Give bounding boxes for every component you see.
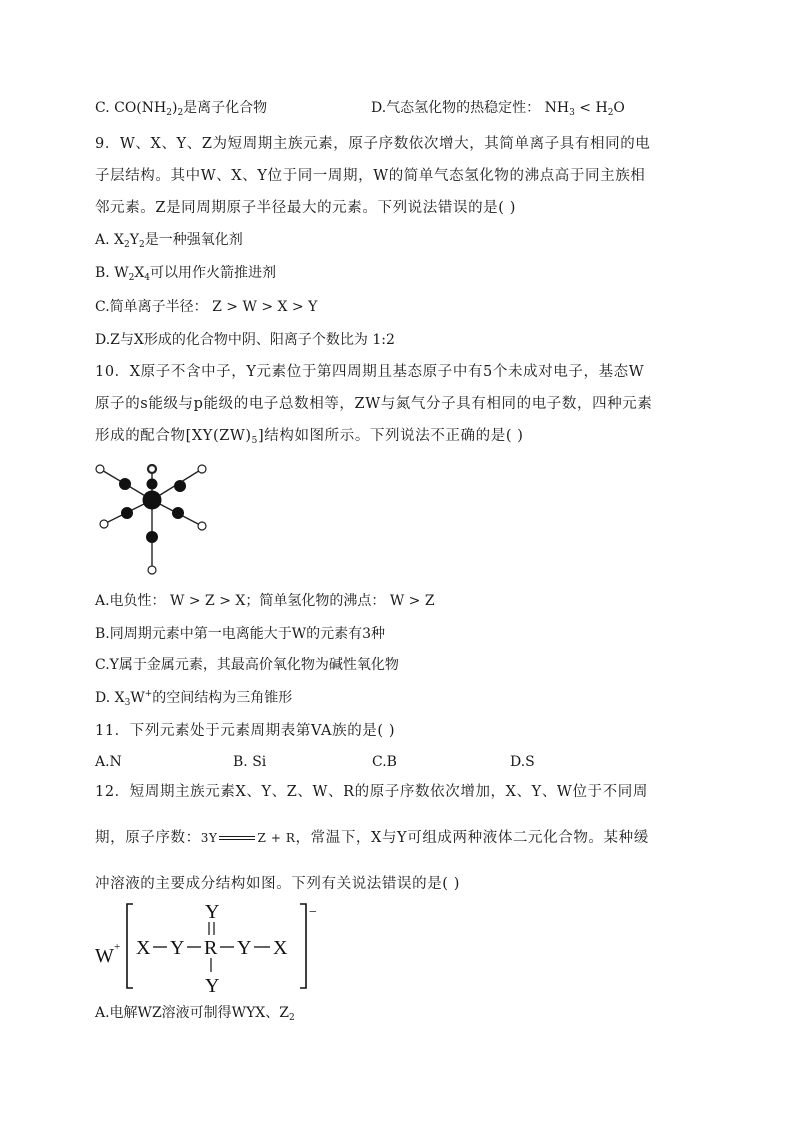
q9-option-b: B. $W_2X_4$可以用作火箭推进剂 <box>95 265 277 283</box>
struct-R: R <box>204 937 218 959</box>
atom <box>146 531 158 543</box>
q11-stem: 11．下列元素处于元素周期表第VA族的是( ) <box>95 723 396 739</box>
q12-option-a: A.电解WZ溶液可制得WYX、$Z_2$ <box>95 1005 295 1023</box>
atom <box>198 522 206 530</box>
struct-Y-bottom: Y <box>205 975 220 996</box>
q10-option-b: B.同周期元素中第一电离能大于W的元素有3种 <box>95 626 386 642</box>
struct-Y-right: Y <box>237 937 252 959</box>
q9-stem-line3: 邻元素。Z是同周期原子半径最大的元素。下列说法错误的是( ) <box>95 200 516 216</box>
q9-stem-line1: 9．W、X、Y、Z为短周期主族元素，原子序数依次增大，其简单离子具有相同的电 <box>95 136 651 152</box>
q9-stem-line2: 子层结构。其中W、X、Y位于同一周期，W的简单气态氢化物的沸点高于同主族相 <box>95 168 646 184</box>
equals-arrow <box>219 836 255 840</box>
atom <box>148 465 156 473</box>
buffer-structure-figure <box>93 900 333 996</box>
struct-X-left: X <box>136 937 151 959</box>
q10-stem-line2: 原子的s能级与p能级的电子总数相等，ZW与氮气分子具有相同的电子数，四种元素 <box>95 396 653 412</box>
atom <box>96 465 104 473</box>
q10-stem-line1: 10．X原子不含中子，Y元素位于第四周期且基态原子中有5个未成对电子，基态W <box>95 364 645 380</box>
q11-option-c: C.B <box>372 754 397 770</box>
central-atom <box>143 491 162 510</box>
struct-X-right: X <box>273 937 288 959</box>
struct-Y-left: Y <box>170 937 185 959</box>
complex-structure-figure <box>92 460 207 578</box>
atom <box>198 465 206 473</box>
q12-stem-line1: 12．短周期主族元素X、Y、Z、W、R的原子序数依次增加，X、Y、W位于不同周 <box>95 784 648 800</box>
q11-option-b: B. Si <box>233 754 267 770</box>
q8-option-d: D.气态氢化物的热稳定性： $NH_3 < H_2O$ <box>371 100 625 118</box>
atom <box>121 507 133 519</box>
struct-minus: − <box>309 905 317 920</box>
struct-W: W <box>95 945 114 967</box>
atom <box>100 520 108 528</box>
q10-option-c: C.Y属于金属元素，其最高价氧化物为碱性氧化物 <box>95 657 399 673</box>
q11-option-a: A.N <box>95 754 122 770</box>
struct-W-plus: + <box>114 941 121 953</box>
atom <box>119 478 131 490</box>
atom <box>147 479 158 490</box>
q10-stem-line3: 形成的配合物$[XY(ZW)_5]$结构如图所示。下列说法不正确的是( ) <box>95 428 524 446</box>
q9-option-c: C.简单离子半径： Z > W > X > Y <box>95 299 318 315</box>
q9-option-a: A. $X_2Y_2$是一种强氧化剂 <box>95 232 243 250</box>
q10-option-a: A.电负性： W > Z > X；简单氢化物的沸点： W > Z <box>95 593 435 609</box>
q11-option-d: D.S <box>510 754 535 770</box>
q10-option-d: D. $X_3W^+$的空间结构为三角锥形 <box>95 689 293 708</box>
q8-option-c: C. $CO(NH_2)_2$是离子化合物 <box>95 100 268 118</box>
struct-Y-top: Y <box>205 901 220 923</box>
atom <box>174 480 186 492</box>
q12-stem-line2: 期，原子序数：3Y Z + R，常温下，X与Y可组成两种液体二元化合物。某种缓 <box>95 830 649 846</box>
atom <box>172 507 184 519</box>
q12-stem-line3: 冲溶液的主要成分结构如图。下列有关说法错误的是( ) <box>95 876 461 892</box>
atom <box>148 566 156 574</box>
q9-option-d: D.Z与X形成的化合物中阴、阳离子个数比为 1:2 <box>95 332 395 348</box>
